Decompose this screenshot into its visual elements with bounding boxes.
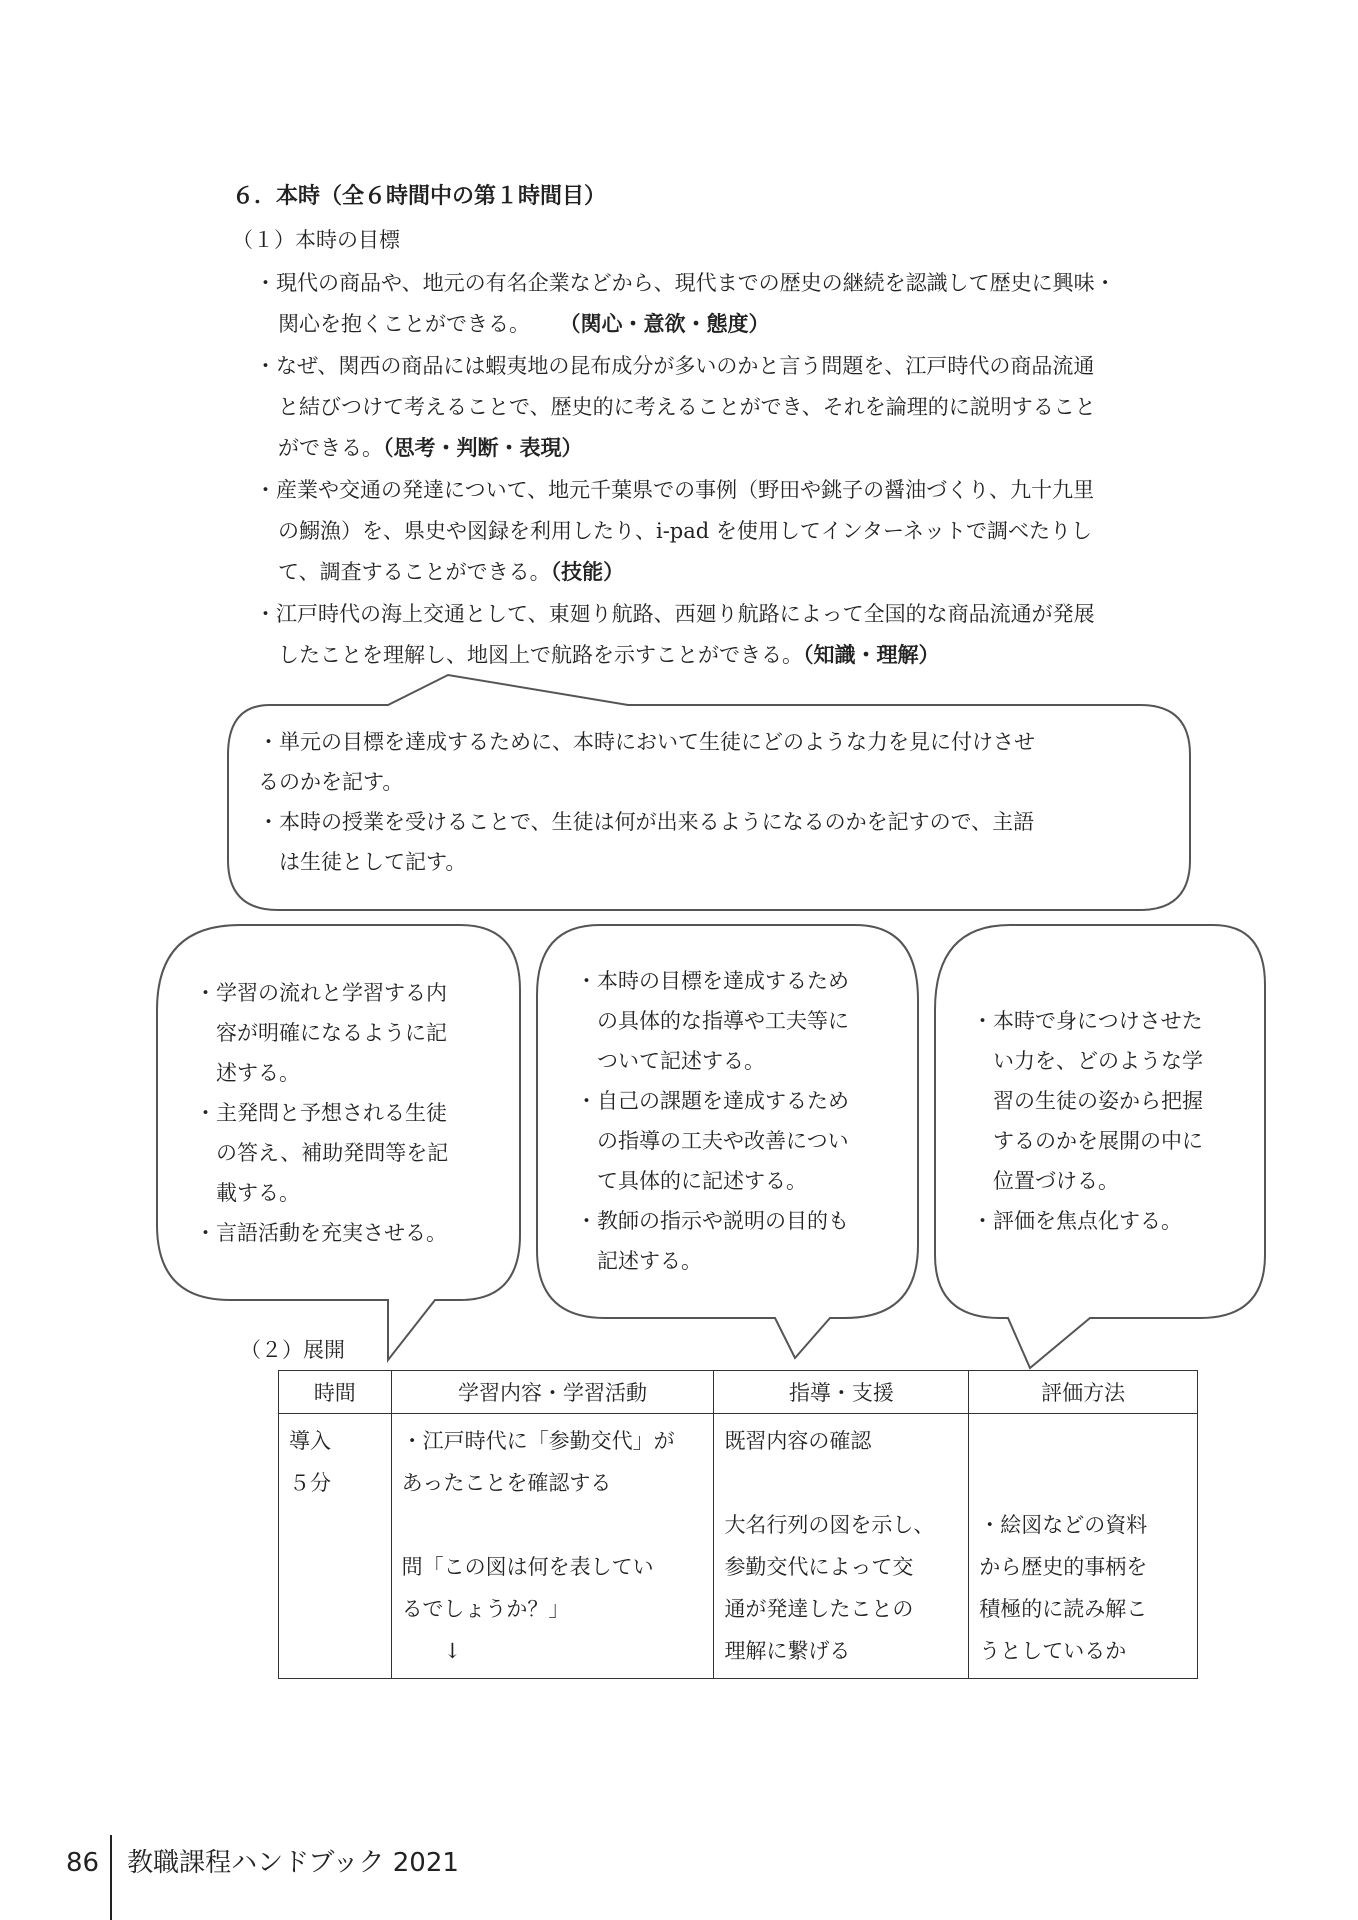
- right-bubble-text: [972, 1001, 1203, 1241]
- cell-eval-line: [979, 1420, 1187, 1462]
- right-bubble-line-5: 位置づける。: [972, 1169, 1119, 1193]
- goal-3-line-2: の鰯漁）を、県史や図録を利用したり、i-pad を使用してインターネットで調べたりし: [278, 519, 1092, 543]
- goal-1-line-2-text: 関心を抱くことができる。: [278, 312, 530, 336]
- middle-bubble-line-2: の具体的な指導や工夫等に: [576, 1009, 849, 1033]
- goal-2-line-3-text: ができる。: [278, 436, 383, 460]
- cell-support-line: 既習内容の確認: [724, 1429, 872, 1453]
- cell-eval-line: うとしているか: [979, 1639, 1127, 1663]
- cell-support-line: 大名行列の図を示し、: [724, 1513, 935, 1537]
- cell-support-line: [724, 1462, 958, 1504]
- left-bubble-line-1: ・学習の流れと学習する内: [195, 981, 447, 1005]
- goal-3-line-1: ・産業や交通の発達について、地元千葉県での事例（野田や銚子の醤油づくり、九十九里: [255, 478, 1095, 502]
- section-title: ６．本時（全６時間中の第１時間目）: [232, 184, 607, 209]
- cell-time-line: 導入: [289, 1429, 331, 1453]
- cell-eval-line: [979, 1462, 1187, 1504]
- page-footer: [66, 1842, 459, 1879]
- goal-4-line-2-text: したことを理解し、地図上で航路を示すことができる。: [278, 643, 803, 667]
- header-time: 時間: [279, 1371, 392, 1414]
- cell-eval-line: から歴史的事柄を: [979, 1555, 1148, 1579]
- goal-4-line-1: ・江戸時代の海上交通として、東廻り航路、西廻り航路によって全国的な商品流通が発展: [255, 602, 1095, 626]
- cell-evaluation: [969, 1414, 1198, 1679]
- cell-eval-line: ・絵図などの資料: [979, 1513, 1148, 1537]
- table-row: [279, 1414, 1198, 1679]
- header-content: 学習内容・学習活動: [391, 1371, 714, 1414]
- top-bubble-line-3: ・本時の授業を受けることで、生徒は何が出来るようになるのかを記すので、主語: [258, 810, 1035, 834]
- cell-support: [714, 1414, 969, 1679]
- cell-content-line: [402, 1504, 704, 1546]
- goal-2-tag: （思考・判断・表現）: [383, 436, 583, 460]
- middle-bubble-line-3: ついて記述する。: [576, 1049, 765, 1073]
- top-bubble-line-2: るのかを記す。: [258, 770, 404, 794]
- middle-bubble-line-7: ・教師の指示や説明の目的も: [576, 1209, 849, 1233]
- goal-2-line-2: と結びつけて考えることで、歴史的に考えることができ、それを論理的に説明すること: [278, 395, 1096, 419]
- left-bubble-line-5: の答え、補助発問等を記: [195, 1141, 449, 1165]
- subsection-plan-title: （２）展開: [240, 1338, 345, 1362]
- cell-content-line: ・江戸時代に「参勤交代」が: [401, 1429, 675, 1453]
- middle-bubble-line-6: て具体的に記述する。: [576, 1169, 807, 1193]
- top-bubble-text: [258, 722, 1035, 882]
- goal-4-tag: （知識・理解）: [803, 643, 940, 667]
- table-header-row: [279, 1371, 1198, 1414]
- right-bubble-line-4: するのかを展開の中に: [972, 1129, 1203, 1153]
- goal-1-line-1: ・現代の商品や、地元の有名企業などから、現代までの歴史の継続を認識して歴史に興味・: [255, 271, 1116, 295]
- middle-bubble-line-1: ・本時の目標を達成するため: [576, 969, 849, 993]
- goal-3-line-3-text: て、調査することができる。: [278, 560, 551, 584]
- left-bubble-line-6: 載する。: [195, 1181, 300, 1205]
- goal-3-tag: （技能）: [550, 560, 625, 584]
- page-number: 86: [66, 1848, 100, 1878]
- cell-content-line: 問「この図は何を表してい: [401, 1555, 654, 1579]
- right-bubble-line-1: ・本時で身につけさせた: [972, 1009, 1203, 1033]
- cell-support-line: 参勤交代によって交: [724, 1555, 914, 1579]
- cell-content-line: ↓: [401, 1639, 462, 1663]
- right-bubble-line-3: 習の生徒の姿から把握: [972, 1089, 1203, 1113]
- right-bubble-line-6: ・評価を焦点化する。: [972, 1209, 1182, 1233]
- left-bubble-line-4: ・主発問と予想される生徒: [195, 1101, 447, 1125]
- cell-support-line: 通が発達したことの: [724, 1597, 914, 1621]
- left-bubble-line-7: ・言語活動を充実させる。: [195, 1221, 447, 1245]
- left-bubble-line-3: 述する。: [195, 1061, 300, 1085]
- cell-eval-line: 積極的に読み解こ: [979, 1597, 1148, 1621]
- header-evaluation: 評価方法: [969, 1371, 1198, 1414]
- cell-time-line: ５分: [289, 1471, 331, 1495]
- lesson-plan-table: [278, 1370, 1198, 1679]
- middle-bubble-line-8: 記述する。: [576, 1249, 702, 1273]
- book-title: 教職課程ハンドブック 2021: [127, 1848, 459, 1878]
- goal-1-tag: （関心・意欲・態度）: [570, 312, 770, 336]
- middle-bubble-text: [576, 961, 849, 1281]
- cell-content-line: あったことを確認する: [401, 1471, 612, 1495]
- goal-2-line-1: ・なぜ、関西の商品には蝦夷地の昆布成分が多いのかと言う問題を、江戸時代の商品流通: [255, 354, 1095, 378]
- cell-support-line: 理解に繋げる: [724, 1639, 851, 1663]
- middle-bubble-line-4: ・自己の課題を達成するため: [576, 1089, 849, 1113]
- cell-content-line: るでしょうか？」: [401, 1597, 570, 1621]
- middle-bubble-line-5: の指導の工夫や改善につい: [576, 1129, 849, 1153]
- cell-content: [391, 1414, 714, 1679]
- right-bubble-line-2: い力を、どのような学: [972, 1049, 1203, 1073]
- top-bubble-line-1: ・単元の目標を達成するために、本時において生徒にどのような力を見に付けさせ: [258, 730, 1035, 754]
- subsection-goals-title: （１）本時の目標: [232, 228, 400, 252]
- header-support: 指導・支援: [714, 1371, 969, 1414]
- left-bubble-text: [195, 973, 448, 1253]
- top-bubble-line-4: は生徒として記す。: [258, 850, 467, 874]
- left-bubble-line-2: 容が明確になるように記: [195, 1021, 447, 1045]
- cell-time: [279, 1414, 392, 1679]
